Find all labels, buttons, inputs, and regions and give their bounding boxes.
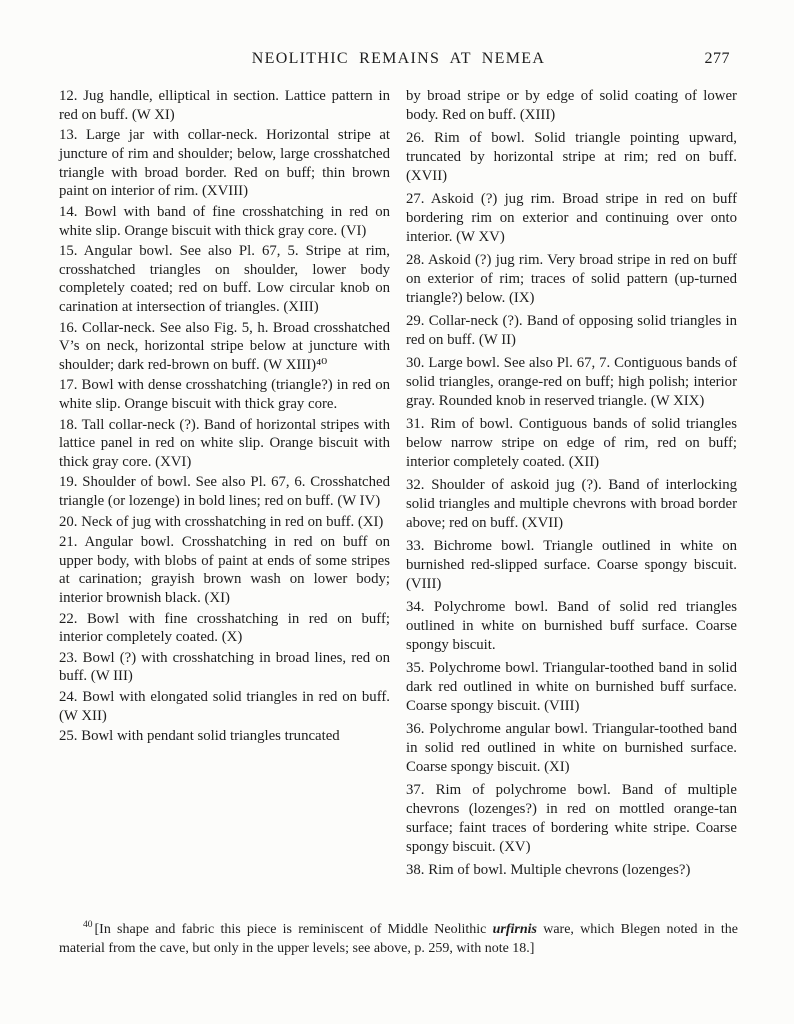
catalog-body bbox=[59, 87, 738, 884]
page-number: 277 bbox=[704, 50, 730, 67]
running-head bbox=[59, 50, 738, 70]
footnote-italic-term: urfirnis bbox=[492, 922, 537, 937]
catalog-entry: 26. Rim of bowl. Solid triangle pointing upward, truncated by horizontal stripe at rim; red on buff. (XVII) bbox=[406, 130, 737, 184]
catalog-entry: 16. Collar-neck. See also Fig. 5, h. Broad crosshatched V’s on neck, horizontal stripe below at juncture with shoulder; dark red-brown on buff. (W XIII)⁴⁰ bbox=[59, 319, 390, 374]
catalog-entry: 33. Bichrome bowl. Triangle outlined in white on burnished red-slipped surface. Coarse spongy biscuit. (VIII) bbox=[406, 538, 737, 592]
catalog-entry: 23. Bowl (?) with crosshatching in broad lines, red on buff. (W III) bbox=[59, 649, 390, 685]
right-column bbox=[406, 87, 737, 884]
catalog-entry: 36. Polychrome angular bowl. Triangular-toothed band in solid red outlined in white on burnished surface. Coarse spongy biscuit. (XI) bbox=[406, 721, 737, 775]
catalog-entry: 37. Rim of polychrome bowl. Band of multiple chevrons (lozenges?) in red on mottled orange-tan surface; faint traces of bordering white stripe. Coarse spongy biscuit. (XV) bbox=[406, 782, 737, 855]
catalog-entry: 25. Bowl with pendant solid triangles truncated bbox=[59, 727, 340, 744]
footnote-marker: 40 bbox=[83, 920, 93, 931]
footnote-text-after: ware, which Blegen noted in the material from the cave, but only in the upper levels; see above, p. 259, with note 18.] bbox=[59, 922, 738, 956]
catalog-entry: 27. Askoid (?) jug rim. Broad stripe in red on buff bordering rim on exterior and continuing over onto interior. (W XV) bbox=[406, 191, 737, 245]
catalog-entry: 18. Tall collar-neck (?). Band of horizontal stripes with lattice panel in red on white slip. Orange biscuit with thick gray core. (XVI) bbox=[59, 416, 390, 471]
catalog-entry: 24. Bowl with elongated solid triangles in red on buff. (W XII) bbox=[59, 688, 390, 724]
catalog-entry: 29. Collar-neck (?). Band of opposing solid triangles in red on buff. (W II) bbox=[406, 313, 737, 348]
catalog-entry: 30. Large bowl. See also Pl. 67, 7. Contiguous bands of solid triangles, orange-red on buff; high polish; interior gray. Rounded knob in reserved triangle. (W XIX) bbox=[406, 355, 737, 409]
catalog-entry: by broad stripe or by edge of solid coating of lower body. Red on buff. (XIII) bbox=[406, 88, 737, 123]
footnote-block bbox=[59, 920, 738, 958]
catalog-entry: 14. Bowl with band of fine crosshatching in red on white slip. Orange biscuit with thick gray core. (VI) bbox=[59, 203, 390, 239]
catalog-entry: 31. Rim of bowl. Contiguous bands of solid triangles below narrow stripe on edge of rim, red on buff; interior completely coated. (XII) bbox=[406, 416, 737, 470]
catalog-entry: 20. Neck of jug with crosshatching in red on buff. (XI) bbox=[59, 513, 384, 530]
catalog-entry: 32. Shoulder of askoid jug (?). Band of interlocking solid triangles and multiple chevrons with broad border above; red on buff. (XVII) bbox=[406, 477, 737, 531]
catalog-entry: 17. Bowl with dense crosshatching (triangle?) in red on white slip. Orange biscuit with thick gray core. bbox=[59, 377, 390, 413]
catalog-entry: 35. Polychrome bowl. Triangular-toothed band in solid dark red outlined in white on burnished buff surface. Coarse spongy biscuit. (VIII) bbox=[406, 660, 737, 714]
catalog-entry: 12. Jug handle, elliptical in section. Lattice pattern in red on buff. (W XI) bbox=[59, 88, 390, 123]
catalog-entry: 38. Rim of bowl. Multiple chevrons (lozenges?) bbox=[406, 862, 691, 878]
page-title: NEOLITHIC REMAINS AT NEMEA bbox=[251, 50, 546, 67]
footnote-text-before: [In shape and fabric this piece is reminiscent of Middle Neolithic bbox=[94, 922, 493, 937]
catalog-entry: 21. Angular bowl. Crosshatching in red on buff on upper body, with blobs of paint at ends of some stripes at carination; grayish brown wash on lower body; interior brownish black. (XI) bbox=[59, 533, 390, 607]
footnote-40 bbox=[59, 920, 738, 958]
left-column bbox=[59, 87, 390, 884]
catalog-entry: 19. Shoulder of bowl. See also Pl. 67, 6. Crosshatched triangle (or lozenge) in bold lines; red on buff. (W IV) bbox=[59, 474, 390, 510]
catalog-entry: 28. Askoid (?) jug rim. Very broad stripe in red on buff on exterior of rim; traces of solid pattern (up-turned triangle?) below. (IX) bbox=[406, 252, 737, 306]
catalog-entry: 34. Polychrome bowl. Band of solid red triangles outlined in white on burnished buff surface. Coarse spongy biscuit. bbox=[406, 599, 737, 653]
catalog-entry: 13. Large jar with collar-neck. Horizontal stripe at juncture of rim and shoulder; below, large crosshatched triangle with broad border. Red on buff; thin brown paint on interior of rim. (XVIII) bbox=[59, 127, 390, 200]
catalog-entry: 15. Angular bowl. See also Pl. 67, 5. Stripe at rim, crosshatched triangles on shoulder, lower body completely coated; red on buff. Low circular knob on carination at intersection of triangles. (XIII) bbox=[59, 242, 390, 316]
catalog-entry: 22. Bowl with fine crosshatching in red on buff; interior completely coated. (X) bbox=[59, 610, 390, 646]
